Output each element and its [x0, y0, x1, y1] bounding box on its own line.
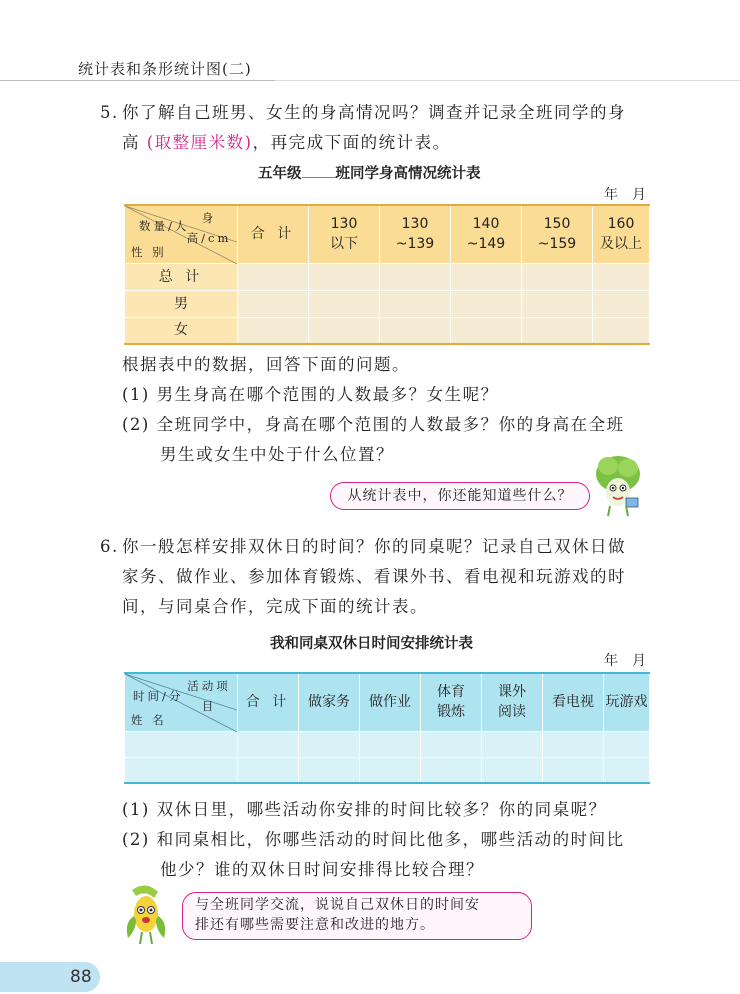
- q5-title-prefix: 五年级: [258, 166, 302, 182]
- col-header: 140 ~149: [451, 205, 522, 263]
- q5-line1: 你了解自己班男、女生的身高情况吗？调查并记录全班同学的身: [122, 103, 626, 122]
- table-cell[interactable]: [421, 731, 482, 757]
- row-label-male: 男: [125, 290, 238, 317]
- chapter-header: 统计表和条形统计图(二): [78, 60, 252, 78]
- table-cell[interactable]: [299, 731, 360, 757]
- q5-intro: 根据表中的数据，回答下面的问题。: [122, 355, 410, 374]
- table-cell[interactable]: [604, 731, 650, 757]
- class-blank[interactable]: [302, 165, 336, 178]
- table-cell[interactable]: [543, 731, 604, 757]
- q5-sub1: (1) 男生身高在哪个范围的人数最多？女生呢？: [122, 385, 499, 404]
- table-cell[interactable]: [451, 290, 522, 317]
- q5-hint-bubble: 从统计表中，你还能知道些什么？: [330, 482, 590, 510]
- corner-mid-label: 数量/人: [139, 219, 190, 233]
- col-header: 做家务: [299, 673, 360, 731]
- table-cell[interactable]: [482, 731, 543, 757]
- col-header: 130 以下: [309, 205, 380, 263]
- table-corner-header: [125, 673, 238, 731]
- q6-table-title: 我和同桌双休日时间安排统计表: [270, 636, 473, 652]
- page-number: 88: [0, 962, 100, 992]
- q5-date: 年 月: [604, 187, 646, 203]
- table-cell[interactable]: [380, 317, 451, 344]
- table-cell[interactable]: [522, 263, 593, 290]
- q5-table-title: [258, 162, 481, 183]
- q6-sub2-line1: (2) 和同桌相比，你哪些活动的时间比他多，哪些活动的时间比: [122, 830, 625, 849]
- table-cell[interactable]: [451, 263, 522, 290]
- corner-top-label: 身高/cm: [186, 211, 232, 245]
- col-header: 130 ~139: [380, 205, 451, 263]
- table-cell[interactable]: [238, 757, 299, 783]
- height-stats-table: [124, 204, 650, 345]
- row-label-total: 总 计: [125, 263, 238, 290]
- col-header: 做作业: [360, 673, 421, 731]
- table-cell[interactable]: [309, 263, 380, 290]
- q6-bubble-line1: 与全班同学交流，说说自己双休日的时间安: [195, 897, 480, 913]
- corner-left-label: 性 别: [131, 245, 167, 259]
- table-cell[interactable]: [522, 317, 593, 344]
- q5-line2: [122, 128, 451, 158]
- q5-sub2-line2: 男生或女生中处于什么位置？: [160, 445, 394, 464]
- table-cell[interactable]: [421, 757, 482, 783]
- cabbage-mascot-icon: [588, 450, 648, 520]
- q6-number: 6.: [100, 537, 119, 556]
- corner-top-label: 活动项目: [187, 679, 231, 713]
- table-cell[interactable]: [522, 290, 593, 317]
- q6-bubble-line2: 排还有哪些需要注意和改进的地方。: [195, 917, 435, 933]
- col-header: 体育 锻炼: [421, 673, 482, 731]
- col-header: 看电视: [543, 673, 604, 731]
- q5-line2-end: ，再完成下面的统计表。: [252, 133, 451, 152]
- table-cell[interactable]: [238, 317, 309, 344]
- q5-number: 5.: [100, 103, 119, 122]
- table-cell[interactable]: [238, 731, 299, 757]
- table-cell[interactable]: [360, 757, 421, 783]
- table-cell[interactable]: [593, 263, 650, 290]
- table-cell[interactable]: [380, 263, 451, 290]
- table-cell[interactable]: [309, 290, 380, 317]
- col-header: 玩游戏: [604, 673, 650, 731]
- corner-left-label: 姓 名: [131, 713, 167, 727]
- table-cell[interactable]: [593, 317, 650, 344]
- col-header: 160 及以上: [593, 205, 650, 263]
- q6-line1: 你一般怎样安排双休日的时间？你的同桌呢？记录自己双休日做: [122, 537, 626, 556]
- table-cell[interactable]: [380, 290, 451, 317]
- corn-mascot-icon: [118, 882, 174, 948]
- table-corner-header: [125, 205, 238, 263]
- col-header: 合 计: [238, 673, 299, 731]
- table-cell[interactable]: [482, 757, 543, 783]
- col-header: 合 计: [238, 205, 309, 263]
- q5-highlight: (取整厘米数): [146, 133, 253, 152]
- table-cell[interactable]: [299, 757, 360, 783]
- table-cell[interactable]: [543, 757, 604, 783]
- table-cell[interactable]: [238, 290, 309, 317]
- header-rule: [0, 80, 275, 81]
- table-cell[interactable]: [451, 317, 522, 344]
- col-header: 课外 阅读: [482, 673, 543, 731]
- header-rule-light: [275, 80, 740, 81]
- table-cell[interactable]: [238, 263, 309, 290]
- row-label-female: 女: [125, 317, 238, 344]
- q5-title-suffix: 班同学身高情况统计表: [335, 166, 481, 182]
- q5-sub2-line1: (2) 全班同学中，身高在哪个范围的人数最多？你的身高在全班: [122, 415, 625, 434]
- q6-line2: 家务、做作业、参加体育锻炼、看课外书、看电视和玩游戏的时: [122, 567, 626, 586]
- name-cell[interactable]: [125, 757, 238, 783]
- table-cell[interactable]: [309, 317, 380, 344]
- table-cell[interactable]: [593, 290, 650, 317]
- q5-line2-start: 高: [122, 133, 140, 152]
- weekend-time-table: [124, 672, 650, 784]
- q6-line3: 间，与同桌合作，完成下面的统计表。: [122, 597, 428, 616]
- name-cell[interactable]: [125, 731, 238, 757]
- q6-sub2-line2: 他少？谁的双休日时间安排得比较合理？: [160, 860, 484, 879]
- q6-date: 年 月: [604, 653, 646, 669]
- col-header: 150 ~159: [522, 205, 593, 263]
- q6-hint-bubble: [182, 892, 532, 940]
- corner-mid-label: 时间/分: [133, 689, 184, 703]
- table-cell[interactable]: [360, 731, 421, 757]
- table-cell[interactable]: [604, 757, 650, 783]
- q6-sub1: (1) 双休日里，哪些活动你安排的时间比较多？你的同桌呢？: [122, 800, 607, 819]
